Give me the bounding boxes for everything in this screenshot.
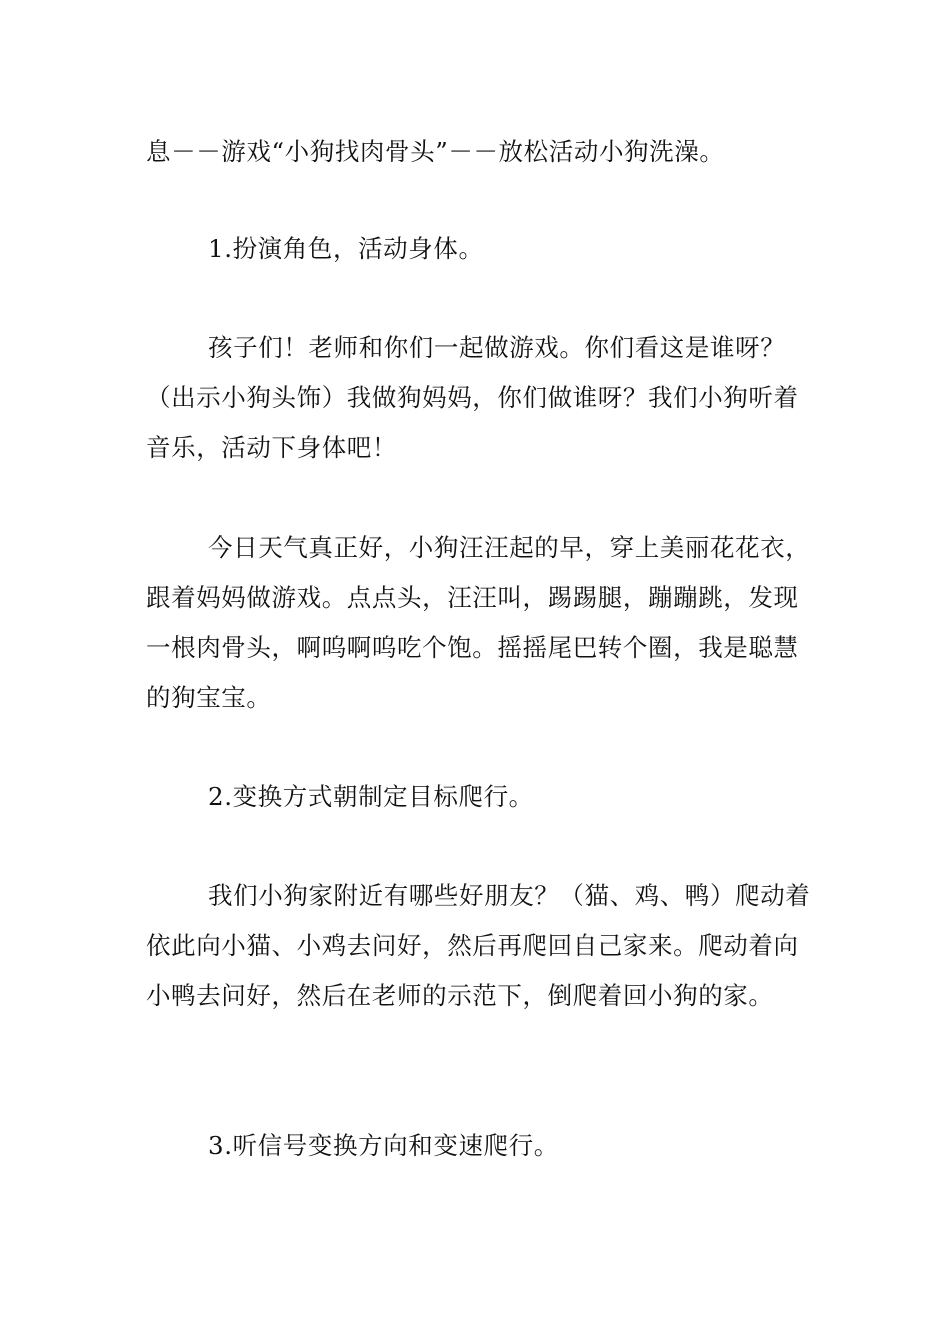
paragraph-intro: 孩子们！老师和你们一起做游戏。你们看这是谁呀？（出示小狗头饰）我做狗妈妈，你们做谁呀？我们小狗听着音乐，活动下身体吧！ <box>146 333 799 462</box>
paragraph-rhyme: 今日天气真正好，小狗汪汪起的早，穿上美丽花花衣，跟着妈妈做游戏。点点头，汪汪叫，踢踢腿，蹦蹦跳，发现一根肉骨头，啊呜啊呜吃个饱。摇摇尾巴转个圈，我是聪慧的狗宝宝。 <box>146 533 811 712</box>
paragraph-continuation: 息－－游戏“小狗找肉骨头”－－放松活动小狗洗澡。 <box>146 137 725 166</box>
paragraph-crawl: 我们小狗家附近有哪些好朋友？（猫、鸡、鸭）爬动着依此向小猫、小鸡去问好，然后再爬回自己家来。爬动着向小鸭去问好，然后在老师的示范下，倒爬着回小狗的家。 <box>146 881 811 1010</box>
section-heading-3: 3.听信号变换方向和变速爬行。 <box>208 1131 559 1160</box>
section-heading-1: 1.扮演角色，活动身体。 <box>208 234 484 263</box>
section-heading-2: 2.变换方式朝制定目标爬行。 <box>208 782 534 811</box>
